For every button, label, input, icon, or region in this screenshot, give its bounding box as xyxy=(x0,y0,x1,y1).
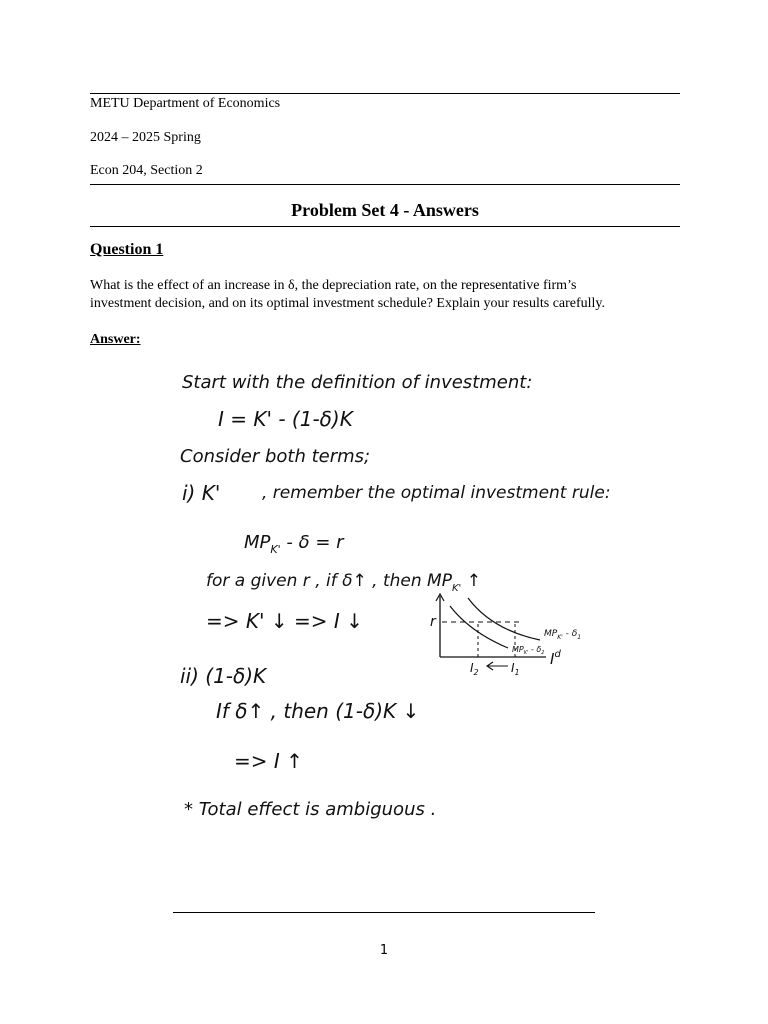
page-number: 1 xyxy=(379,943,389,958)
question-heading: Question 1 xyxy=(90,241,164,258)
graph-y-label: r xyxy=(430,614,436,630)
graph-tick-i2: $I_2$ xyxy=(470,661,479,677)
hw-line-5: $MP_{K'} - \delta = r$ xyxy=(244,532,344,556)
hw-line-10: => I ↑ xyxy=(234,749,303,773)
hw-line-9: If δ↑ , then (1-δ)K ↓ xyxy=(216,699,420,723)
course-line: Econ 204, Section 2 xyxy=(90,163,203,178)
hw-line-2: I = K' - (1-δ)K xyxy=(218,407,353,431)
question-text-line-2: investment decision, and on its optimal investment schedule? Explain your results carefully. xyxy=(90,296,606,311)
footer-rule xyxy=(173,912,595,913)
curve-2-label: $MP_{K'} - \delta_2$ xyxy=(512,645,545,656)
hw-line-4a: i) K' xyxy=(182,481,221,505)
term-line: 2024 – 2025 Spring xyxy=(90,130,201,145)
curve-mpk-delta-1 xyxy=(468,598,540,640)
investment-graph xyxy=(430,594,581,677)
curve-1-label: $MP_{K'} - \delta_1$ xyxy=(544,629,582,641)
answer-label: Answer: xyxy=(90,332,141,347)
question-text-line-1: What is the effect of an increase in δ, the depreciation rate, on the representative firm’s xyxy=(90,278,577,293)
hw-line-6: for a given r , if δ↑ , then $MP_{K'}$ ↑ xyxy=(206,571,481,594)
hw-line-4b: , remember the optimal investment rule: xyxy=(262,483,611,503)
curve-mpk-delta-2 xyxy=(450,606,508,648)
graph-x-label: $I^d$ xyxy=(550,649,561,668)
hw-line-1: Start with the definition of investment: xyxy=(182,372,533,393)
hw-line-11: * Total effect is ambiguous . xyxy=(184,799,437,820)
hw-line-8: ii) (1-δ)K xyxy=(180,664,267,688)
graph-tick-i1: $I_1$ xyxy=(511,661,520,677)
hw-line-7: => K' ↓ => I ↓ xyxy=(206,609,363,633)
hw-line-3: Consider both terms; xyxy=(180,446,371,467)
department-line: METU Department of Economics xyxy=(90,96,281,111)
document-title: Problem Set 4 - Answers xyxy=(291,200,479,220)
